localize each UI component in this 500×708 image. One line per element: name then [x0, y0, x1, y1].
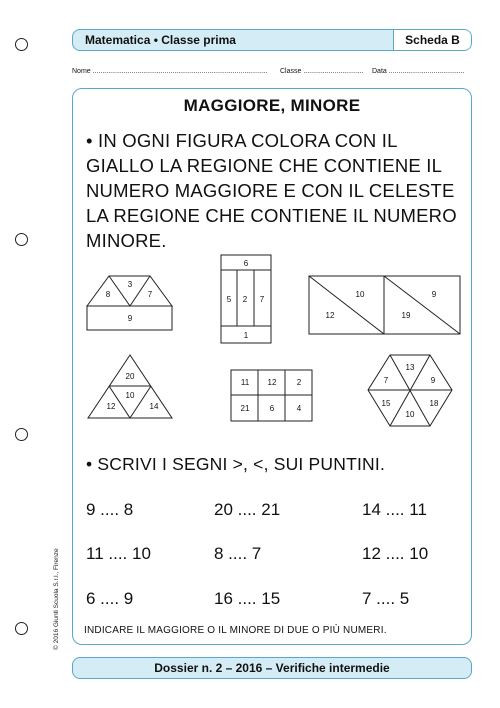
figure-triangle — [88, 355, 172, 418]
figure-triangle-label-1: 10 — [125, 391, 135, 400]
figure-diagonal-rect-label-1: 12 — [325, 311, 335, 320]
figure-hexagon — [368, 355, 452, 426]
sheet-label: Scheda B — [405, 33, 460, 47]
figure-diagonal-rect-label-2: 9 — [431, 290, 437, 299]
class-field[interactable]: Classe ............................... — [280, 68, 364, 75]
figure-hexagon-label-4: 18 — [429, 399, 439, 408]
figure-hexagon-label-0: 13 — [405, 363, 415, 372]
figure-roof-house-label-3: 9 — [127, 314, 133, 323]
figure-grid-label-1: 12 — [267, 378, 277, 387]
figure-hexagon-label-1: 7 — [383, 376, 389, 385]
figure-vertical-rect-label-0: 6 — [243, 259, 249, 268]
date-field[interactable]: Data ....................................... — [372, 68, 465, 75]
class-label: Classe — [280, 68, 302, 75]
date-label: Data — [372, 68, 387, 75]
figure-grid-label-3: 21 — [240, 404, 250, 413]
exercise-2-1[interactable]: 11 .... 10 — [86, 544, 151, 563]
figure-vertical-rect-label-2: 2 — [242, 295, 248, 304]
figure-vertical-rect-label-3: 7 — [259, 295, 265, 304]
subject-label: Matematica • Classe prima — [85, 33, 236, 47]
figure-roof-house — [87, 276, 172, 330]
exercise-1-2[interactable]: 20 .... 21 — [214, 500, 281, 519]
figure-hexagon-label-5: 10 — [405, 410, 415, 419]
figure-triangle-label-3: 14 — [149, 402, 159, 411]
figure-triangle-label-0: 20 — [125, 372, 135, 381]
figure-vertical-rect-label-4: 1 — [243, 331, 249, 340]
figure-grid-label-4: 6 — [269, 404, 275, 413]
figure-grid-label-5: 4 — [296, 404, 302, 413]
footer-label: Dossier n. 2 – 2016 – Verifiche intermedie — [154, 661, 390, 675]
figure-triangle-label-2: 12 — [106, 402, 116, 411]
figure-vertical-rect-label-1: 5 — [226, 295, 232, 304]
figure-hexagon-label-3: 15 — [381, 399, 391, 408]
exercise-3-3[interactable]: 7 .... 5 — [362, 589, 410, 608]
page-title: MAGGIORE, MINORE — [183, 96, 361, 115]
figure-grid-label-0: 11 — [240, 378, 250, 387]
instruction-signs: • SCRIVI I SEGNI >, <, SUI PUNTINI. — [86, 454, 386, 474]
figure-vertical-rect — [221, 255, 271, 343]
copyright-note: © 2016 Giunti Scuola S.r.l., Firenze — [53, 548, 60, 650]
figure-diagonal-rect — [309, 276, 460, 334]
figure-roof-house-label-0: 8 — [105, 290, 111, 299]
figure-grid — [231, 370, 312, 421]
exercise-3-1[interactable]: 6 .... 9 — [86, 589, 134, 608]
figure-diagonal-rect-label-3: 19 — [401, 311, 411, 320]
figure-roof-house-label-1: 3 — [127, 280, 133, 289]
exercise-2-3[interactable]: 12 .... 10 — [362, 544, 429, 563]
instruction-color: • IN OGNI FIGURA COLORA CON IL GIALLO LA REGIONE CHE CONTIENE IL NUMERO MAGGIORE E CON IL CELESTE LA REGIONE CHE CONTIENE IL NUMERO MINORE. — [86, 130, 457, 251]
footnote-hint: INDICARE IL MAGGIORE O IL MINORE DI DUE O PIÙ NUMERI. — [84, 625, 387, 636]
exercise-1-3[interactable]: 14 .... 11 — [362, 500, 427, 519]
figure-grid-label-2: 2 — [296, 378, 302, 387]
exercise-1-1[interactable]: 9 .... 8 — [86, 500, 134, 519]
figure-hexagon-label-2: 9 — [430, 376, 436, 385]
figure-diagonal-rect-label-0: 10 — [355, 290, 365, 299]
name-label: Nome — [72, 68, 91, 75]
exercise-3-2[interactable]: 16 .... 15 — [214, 589, 281, 608]
footer-bar — [72, 657, 472, 679]
figure-roof-house-label-2: 7 — [147, 290, 153, 299]
exercise-2-2[interactable]: 8 .... 7 — [214, 544, 262, 563]
name-field[interactable]: Nome .......................................................................................... — [72, 68, 268, 75]
